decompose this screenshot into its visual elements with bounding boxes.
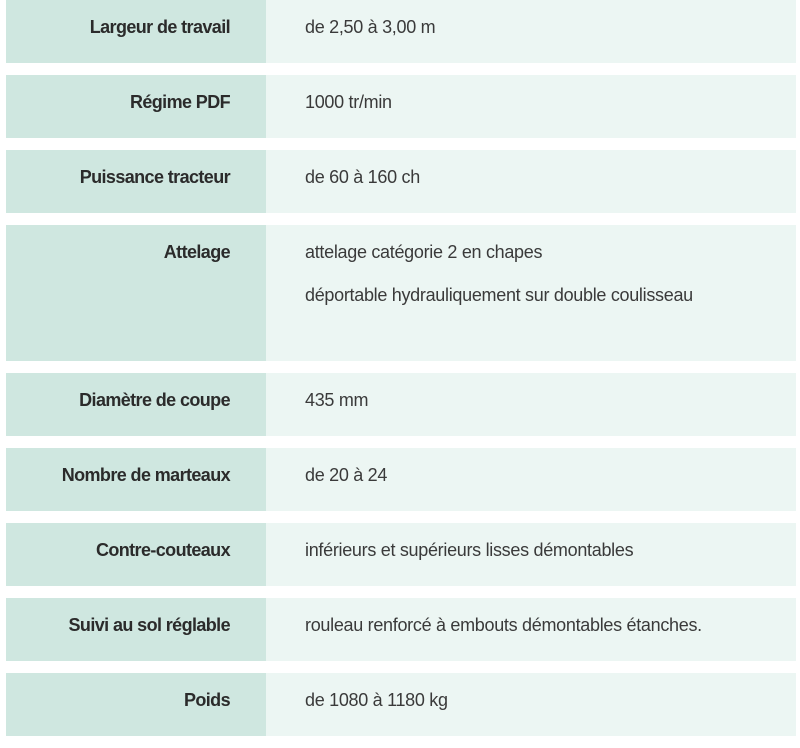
spec-row-poids (6, 673, 796, 736)
spec-row-diametre-de-coupe (6, 373, 796, 436)
spec-row-contre-couteaux (6, 523, 796, 586)
spec-label: Largeur de travail (6, 0, 266, 63)
spec-value (266, 673, 796, 736)
spec-value (266, 598, 796, 661)
spec-value (266, 523, 796, 586)
spec-value-line: inférieurs et supérieurs lisses démontables (305, 540, 634, 560)
spec-value (266, 75, 796, 138)
spec-label: Contre-couteaux (6, 523, 266, 586)
spec-row-nombre-de-marteaux (6, 448, 796, 511)
spec-label: Puissance tracteur (6, 150, 266, 213)
spec-value (266, 225, 796, 361)
spec-label: Suivi au sol réglable (6, 598, 266, 661)
spec-row-suivi-au-sol (6, 598, 796, 661)
spec-value (266, 0, 796, 63)
spec-value (266, 373, 796, 436)
spec-row-puissance-tracteur (6, 150, 796, 213)
spec-row-regime-pdf (6, 75, 796, 138)
spec-value (266, 150, 796, 213)
spec-value-line: de 20 à 24 (305, 465, 388, 485)
spec-value-line: déportable hydrauliquement sur double coulisseau (305, 285, 693, 305)
spec-label: Diamètre de coupe (6, 373, 266, 436)
spec-row-largeur-de-travail (6, 0, 796, 63)
spec-value-line: 1000 tr/min (305, 92, 392, 112)
spec-label: Attelage (6, 225, 266, 361)
spec-value-line: rouleau renforcé à embouts démontables étanches. (305, 615, 702, 635)
spec-label: Nombre de marteaux (6, 448, 266, 511)
spec-label: Régime PDF (6, 75, 266, 138)
spec-table (6, 0, 796, 748)
spec-value (266, 448, 796, 511)
spec-row-attelage (6, 225, 796, 361)
spec-value-line: de 1080 à 1180 kg (305, 690, 448, 710)
spec-value-line: de 60 à 160 ch (305, 167, 420, 187)
spec-value-line: de 2,50 à 3,00 m (305, 17, 436, 37)
spec-value-line: attelage catégorie 2 en chapes (305, 242, 543, 262)
spec-label: Poids (6, 673, 266, 736)
spec-value-line: 435 mm (305, 390, 369, 410)
